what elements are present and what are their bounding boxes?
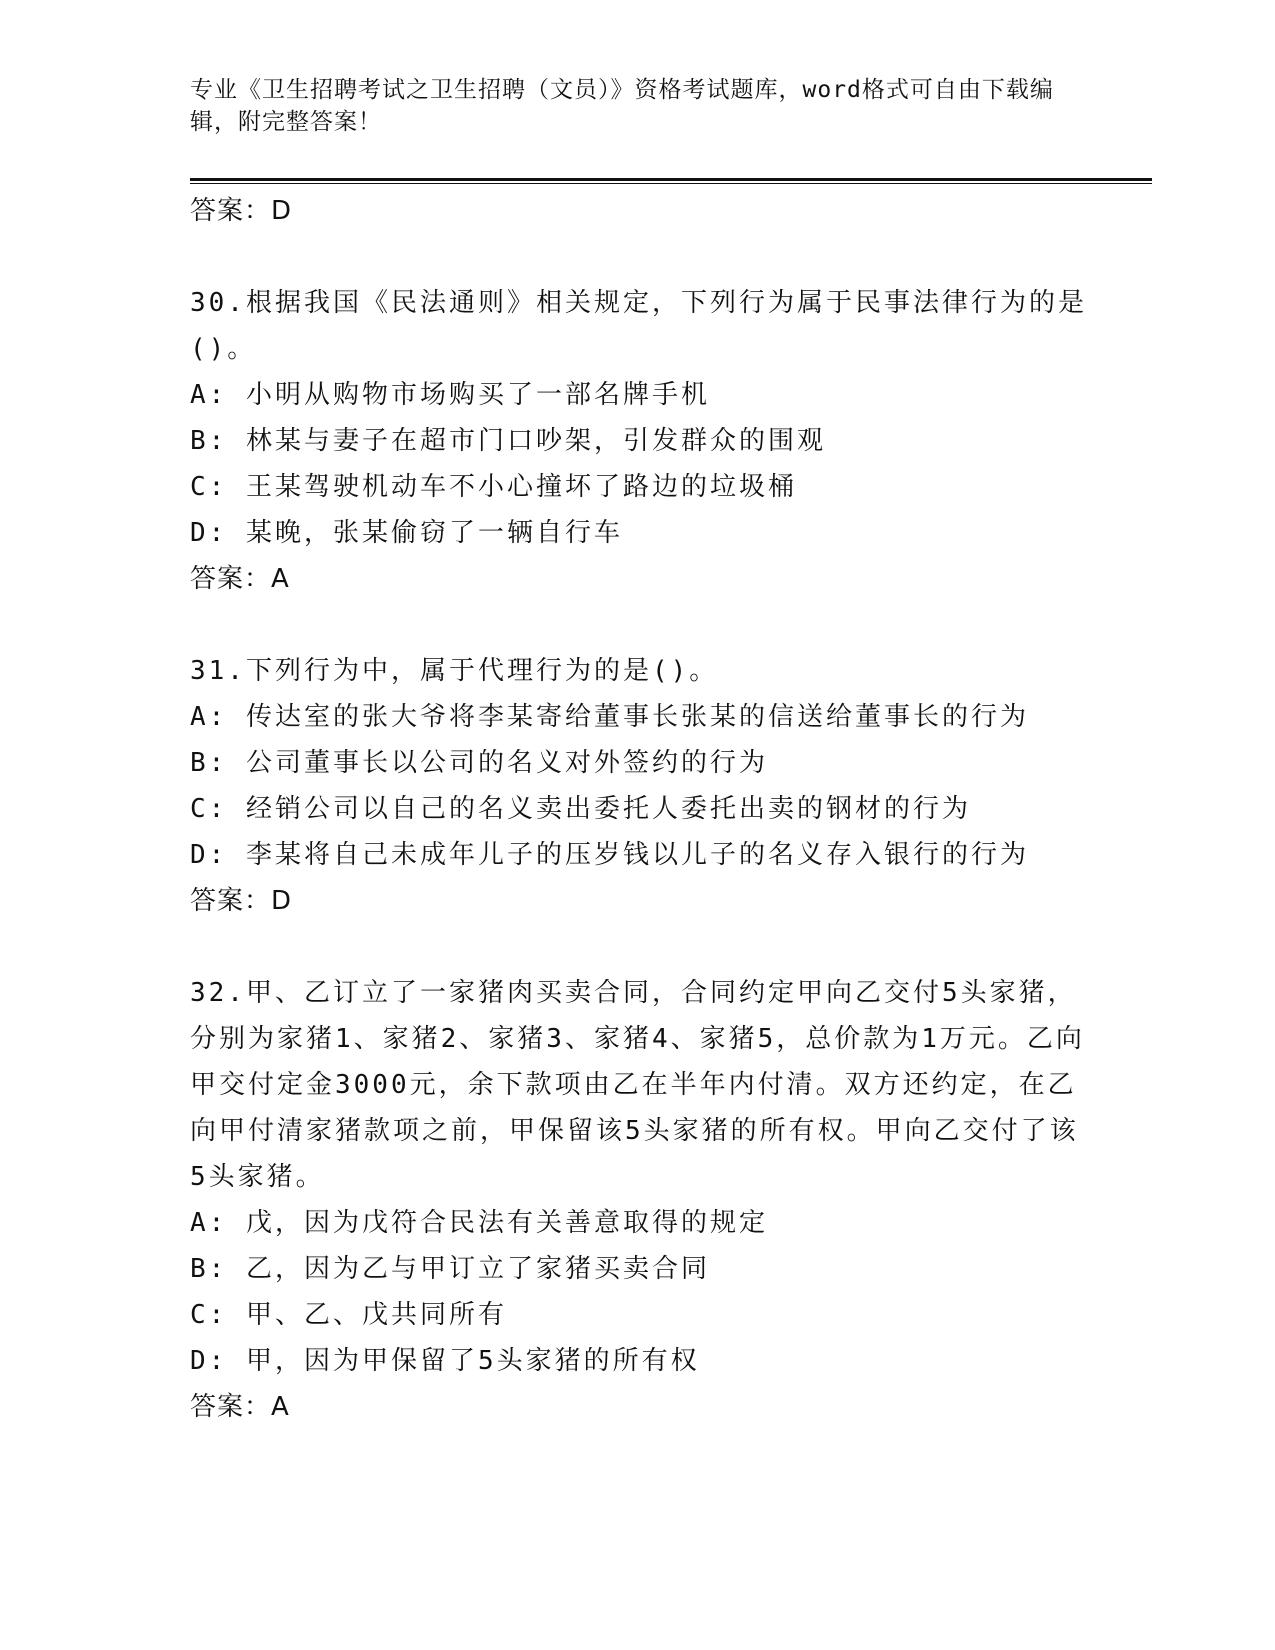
question-block — [190, 280, 1090, 602]
question-content — [190, 188, 1090, 1430]
question-stem: 30.根据我国《民法通则》相关规定，下列行为属于民事法律行为的是()。 — [190, 288, 1087, 364]
option-c: C: 王某驾驶机动车不小心撞坏了路边的垃圾桶 — [190, 472, 797, 502]
header-rule-thin — [190, 183, 1152, 184]
answer-line: 答案：D — [190, 196, 293, 226]
option-d: D: 某晚，张某偷窃了一辆自行车 — [190, 518, 623, 548]
header-text: 专业《卫生招聘考试之卫生招聘（文员）》资格考试题库，word格式可自由下载编辑，附完整答案！ — [190, 77, 1054, 135]
option-c: C: 经销公司以自己的名义卖出委托人委托出卖的钢材的行为 — [190, 794, 971, 824]
option-b: B: 林某与妻子在超市门口吵架，引发群众的围观 — [190, 426, 826, 456]
question-stem: 31.下列行为中，属于代理行为的是()。 — [190, 656, 719, 686]
option-b: B: 乙，因为乙与甲订立了家猪买卖合同 — [190, 1254, 710, 1284]
option-c: C: 甲、乙、戊共同所有 — [190, 1300, 507, 1330]
question-stem: 32.甲、乙订立了一家猪肉买卖合同，合同约定甲向乙交付5头家猪，分别为家猪1、家猪2、家猪3、家猪4、家猪5，总价款为1万元。乙向甲交付定金3000元，余下款项由乙在半年内付清。双方还约定，在乙向甲付清家猪款项之前，甲保留该5头家猪的所有权。甲向乙交付了该5头家猪。 — [190, 978, 1085, 1192]
option-b: B: 公司董事长以公司的名义对外签约的行为 — [190, 748, 768, 778]
answer-line: 答案：A — [190, 1392, 290, 1422]
answer-line: 答案：D — [190, 886, 293, 916]
header-rule-thick — [190, 178, 1152, 181]
answer-line: 答案：A — [190, 564, 290, 594]
option-a: A: 传达室的张大爷将李某寄给董事长张某的信送给董事长的行为 — [190, 702, 1029, 732]
option-a: A: 小明从购物市场购买了一部名牌手机 — [190, 380, 710, 410]
question-block — [190, 648, 1090, 924]
option-d: D: 甲，因为甲保留了5头家猪的所有权 — [190, 1346, 700, 1376]
option-d: D: 李某将自己未成年儿子的压岁钱以儿子的名义存入银行的行为 — [190, 840, 1029, 870]
question-block — [190, 970, 1090, 1430]
option-a: A: 戊，因为戊符合民法有关善意取得的规定 — [190, 1208, 768, 1238]
